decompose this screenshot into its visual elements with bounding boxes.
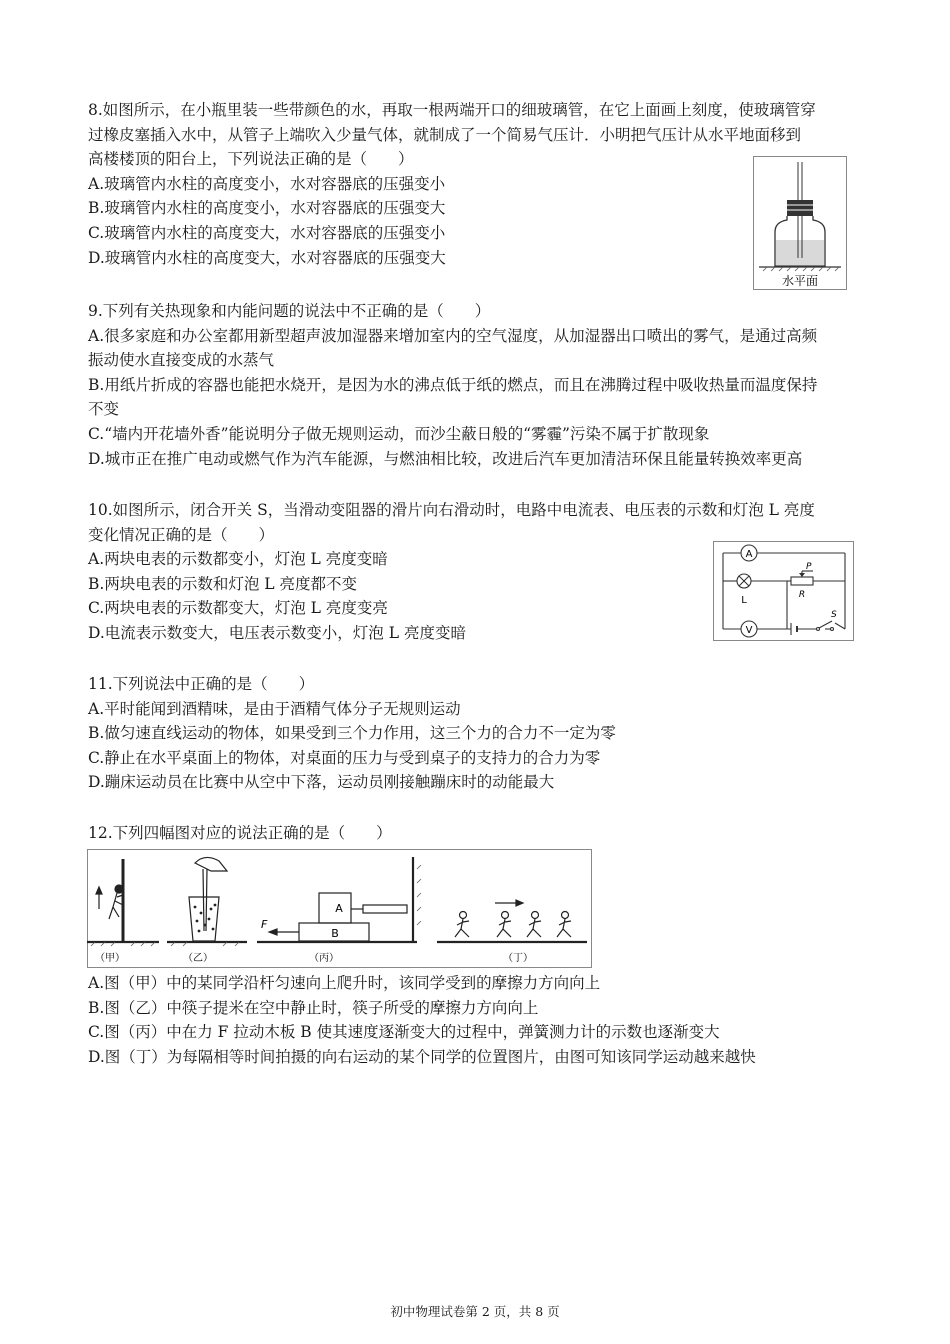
panel-bing-label: （丙）	[309, 953, 339, 964]
q10-option-b: B.两块电表的示数和灯泡 L 亮度都不变	[88, 574, 357, 593]
q12-option-b: B.图（乙）中筷子提米在空中静止时，筷子所受的摩擦力方向向上	[88, 998, 539, 1017]
panel-ding-label: （丁）	[503, 953, 533, 964]
q10-stem-line-2: 变化情况正确的是（ ）	[88, 525, 275, 544]
q9-option-a-line-2: 振动使水直接变成的水蒸气	[88, 351, 275, 370]
ground-label: 水平面	[781, 274, 819, 288]
question-11	[88, 672, 868, 795]
question-8	[88, 98, 868, 270]
q10-circuit-figure	[713, 541, 854, 641]
q11-stem: 11.下列说法中正确的是（ ）	[88, 675, 315, 693]
switch-label: S	[831, 610, 837, 620]
q8-option-c: C.玻璃管内水柱的高度变大，水对容器底的压强变小	[88, 223, 446, 242]
q8-stem-line-2: 过橡皮塞插入水中，从管子上端吹入少量气体，就制成了一个简易气压计．小明把气压计从水平地面移到	[88, 125, 802, 144]
q8-option-a: A.玻璃管内水柱的高度变小，水对容器底的压强变小	[88, 174, 446, 193]
q12-stem: 12.下列四幅图对应的说法正确的是（ ）	[88, 824, 392, 842]
block-a-label: A	[335, 902, 343, 915]
q9-option-b-line-1: B.用纸片折成的容器也能把水烧开，是因为水的沸点低于纸的燃点，而且在沸腾过程中吸收热量而温度保持	[88, 375, 818, 394]
q12-option-d: D.图（丁）为每隔相等时间拍摄的向右运动的某个同学的位置图片，由图可知该同学运动越来越快	[88, 1047, 756, 1066]
question-9	[88, 299, 868, 471]
q12-option-c: C.图（丙）中在力 F 拉动木板 B 使其速度逐渐变大的过程中，弹簧测力计的示数也逐渐变大	[88, 1023, 720, 1042]
lamp-label: L	[741, 595, 747, 606]
question-12-options	[88, 971, 868, 1069]
resistor-label: R	[798, 590, 806, 600]
q11-option-c: C.静止在水平桌面上的物体，对桌面的压力与受到桌子的支持力的合力为零	[88, 748, 601, 767]
q8-option-d: D.玻璃管内水柱的高度变大，水对容器底的压强变大	[88, 248, 446, 267]
question-12-stem	[88, 821, 868, 846]
q10-option-d: D.电流表示数变大，电压表示数变小，灯泡 L 亮度变暗	[88, 623, 466, 642]
q9-option-a-line-1: A.很多家庭和办公室都用新型超声波加湿器来增加室内的空气湿度，从加湿器出口喷出的雾气，是通过高频	[88, 326, 818, 345]
four-panels-drawing	[87, 849, 592, 968]
q9-stem: 9.下列有关热现象和内能问题的说法中不正确的是（ ）	[88, 302, 491, 320]
q8-barometer-figure	[753, 156, 847, 290]
q8-stem-line-3: 高楼楼顶的阳台上，下列说法正确的是（ ）	[88, 150, 414, 169]
circuit-drawing	[713, 541, 854, 641]
slider-label: P	[806, 562, 812, 572]
panel-yi-label: （乙）	[183, 953, 213, 964]
block-b-label: B	[331, 927, 339, 940]
q10-stem-line-1: 10.如图所示，闭合开关 S，当滑动变阻器的滑片向右滑动时，电路中电流表、电压表的示数和灯泡 L 亮度	[88, 501, 815, 519]
q8-option-b: B.玻璃管内水柱的高度变小，水对容器底的压强变大	[88, 199, 446, 218]
ammeter-label: A	[745, 549, 753, 560]
force-f-label: F	[261, 918, 268, 931]
q11-option-a: A.平时能闻到酒精味，是由于酒精气体分子无规则运动	[88, 699, 461, 718]
q8-stem-line-1: 8.如图所示，在小瓶里装一些带颜色的水，再取一根两端开口的细玻璃管，在它上面画上刻度，使玻璃管穿	[88, 101, 816, 119]
q12-option-a: A.图（甲）中的某同学沿杆匀速向上爬升时，该同学受到的摩擦力方向向上	[88, 974, 601, 992]
page-footer: 初中物理试卷第 2 页，共 8 页	[390, 1304, 560, 1319]
q11-option-b: B.做匀速直线运动的物体，如果受到三个力作用，这三个力的合力不一定为零	[88, 724, 616, 743]
panel-jia-label: （甲）	[95, 953, 125, 964]
q9-option-b-line-2: 不变	[88, 400, 120, 419]
voltmeter-label: V	[745, 625, 753, 636]
barometer-drawing	[753, 156, 847, 290]
q11-option-d: D.蹦床运动员在比赛中从空中下落，运动员刚接触蹦床时的动能最大	[88, 773, 555, 792]
q9-option-d: D.城市正在推广电动或燃气作为汽车能源，与燃油相比较，改进后汽车更加清洁环保且能量转换效率更高	[88, 449, 803, 468]
q10-option-a: A.两块电表的示数都变小，灯泡 L 亮度变暗	[88, 550, 388, 569]
q12-four-panels-figure	[87, 849, 592, 968]
q10-option-c: C.两块电表的示数都变大，灯泡 L 亮度变亮	[88, 599, 388, 618]
q9-option-c: C.“墙内开花墙外香”能说明分子做无规则运动，而沙尘蔽日般的“雾霾”污染不属于扩散现象	[88, 424, 710, 443]
